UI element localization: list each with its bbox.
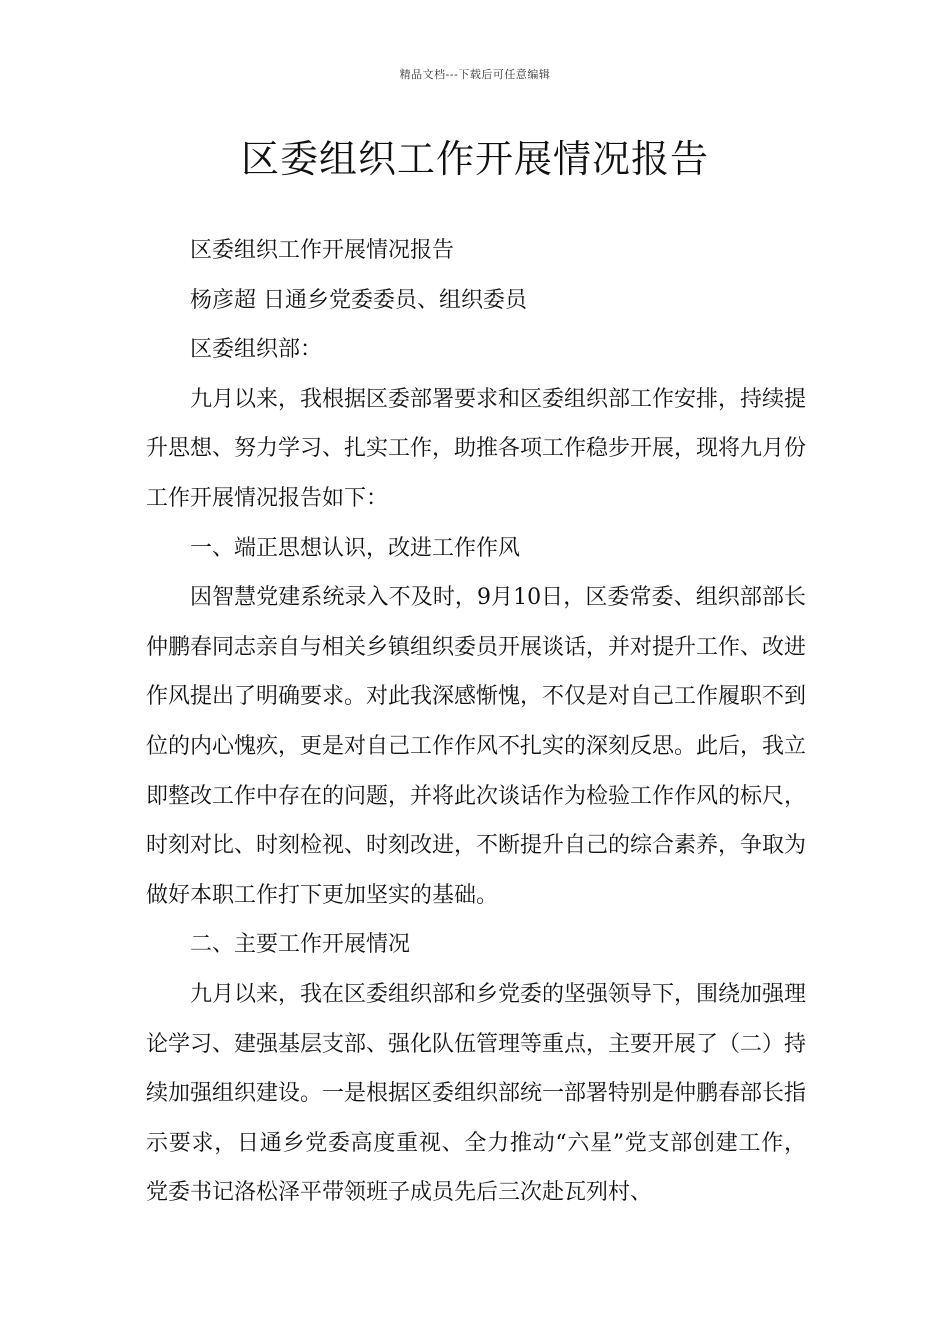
section-heading-2: 二、主要工作开展情况: [190, 932, 411, 958]
paragraph-section-1: 因智慧党建系统录入不及时，9月10日，区委常委、组织部部长仲鹏春同志亲自与相关乡镇组织委员开展谈话，并对提升工作、改进作风提出了明确要求。对此我深感惭愧，不仅是对自己工作履职不到位的内心愧疚，更是对自己工作作风不扎实的深刻反思。此后，我立即整改工作中存在的问题，并将此次谈话作为检验工作作风的标尺，时刻对比、时刻检视、时刻改进，不断提升自己的综合素养，争取为做好本职工作打下更加坚实的基础。: [146, 585, 807, 908]
document-title: 区委组织工作开展情况报告: [240, 137, 709, 181]
paragraph-author: 杨彦超 日通乡党委委员、组织委员: [190, 287, 527, 313]
paragraph-intro: 九月以来，我根据区委部署要求和区委组织部工作安排，持续提升思想、努力学习、扎实工作，助推各项工作稳步开展，现将九月份工作开展情况报告如下：: [146, 386, 807, 511]
section-heading-1: 一、端正思想认识，改进工作作风: [190, 535, 521, 561]
header-note: 精品文档---下载后可任意编辑: [399, 68, 551, 81]
paragraph-addressee: 区委组织部：: [190, 337, 323, 363]
document-body: [146, 226, 806, 1218]
paragraph-section-2: 九月以来，我在区委组织部和乡党委的坚强领导下，围绕加强理论学习、建强基层支部、强化队伍管理等重点，主要开展了（二）持续加强组织建设。一是根据区委组织部统一部署特别是仲鹏春部长指示要求，日通乡党委高度重视、全力推动“六星”党支部创建工作，党委书记洛松泽平带领班子成员先后三次赴瓦列村、: [146, 981, 807, 1206]
paragraph-subtitle: 区委组织工作开展情况报告: [190, 238, 455, 263]
